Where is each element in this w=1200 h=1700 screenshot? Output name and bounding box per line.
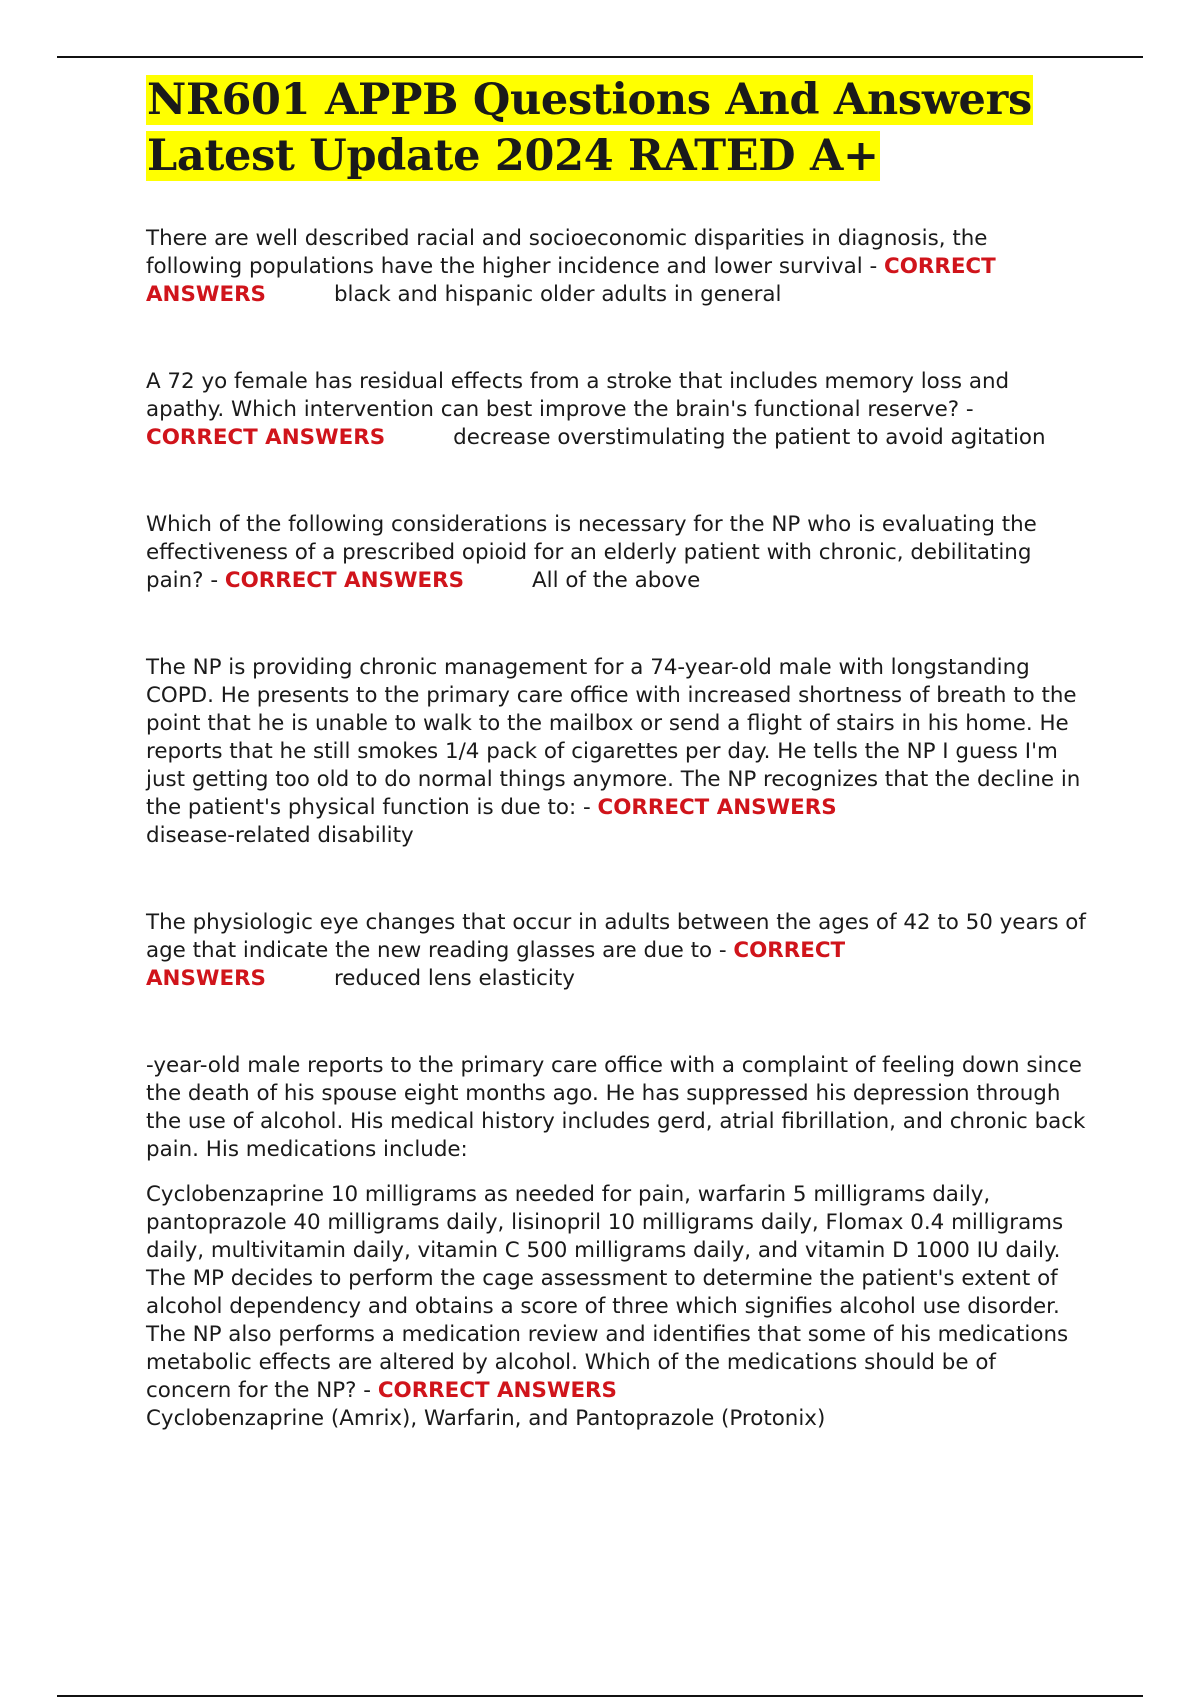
question-text: The physiologic eye changes that occur in adults between the ages of 42 to 50 years of age that indicate the new reading glasses are due to [146,910,1086,963]
answer-text: All of the above [532,568,701,593]
top-rule [57,56,1143,58]
qa-item-5 [146,909,1086,993]
qa-item-1 [146,225,1086,309]
qa-paragraph [146,511,1086,595]
answer-text: black and hispanic older adults in general [333,282,782,307]
correct-answers-label: CORRECT ANSWERS [146,425,386,450]
document-title [146,72,1086,184]
qa-item-4 [146,654,1086,850]
document-body [146,72,1086,1492]
qa-paragraph [146,368,1086,452]
correct-answers-label: CORRECT ANSWERS [146,938,846,991]
correct-answers-label: CORRECT ANSWERS [597,795,837,820]
separator: - [203,568,225,593]
answer-text: decrease overstimulating the patient to avoid agitation [453,425,1046,450]
qa-paragraph [146,225,1086,309]
correct-answers-label: CORRECT ANSWERS [377,1378,617,1403]
title-highlight: NR601 APPB Questions And Answers Latest Update 2024 RATED A+ [147,75,1032,181]
qa-item-2 [146,368,1086,452]
qa-item-6 [146,1052,1086,1433]
correct-answers-label: CORRECT ANSWERS [224,568,464,593]
answer-text: reduced lens elasticity [333,966,575,991]
separator: - [712,938,734,963]
question-text: Cyclobenzaprine 10 milligrams as needed for pain, warfarin 5 milligrams daily, pantoprazole 40 milligrams daily, lisinopril 10 milligrams daily, Flomax 0.4 milligrams daily, multivitamin daily, vitamin C 500 milligrams daily, and vitamin D 1000 IU daily. The MP decides to perform the cage assessment to determine the patient's extent of alcohol dependency and obtains a score of three which signifies alcohol use disorder. The NP also performs a medication review and identifies that some of his medications metabolic effects are altered by alcohol. Which of the medications should be of concern for the NP? [146,1182,1069,1403]
qa-paragraph [146,1181,1086,1433]
qa-paragraph [146,909,1086,993]
answer-text: disease-related disability [146,823,414,848]
question-text: A 72 yo female has residual effects from a stroke that includes memory loss and apathy. Which intervention can best improve the brain's functional reserve? [146,369,1010,422]
qa-paragraph [146,654,1086,850]
question-text: Which of the following considerations is necessary for the NP who is evaluating the effectiveness of a prescribed opioid for an elderly patient with chronic, debilitating pain? [146,512,1037,593]
question-text: The NP is providing chronic management for a 74-year-old male with longstanding COPD. He presents to the primary care office with increased shortness of breath to the point that he is unable to walk to the mailbox or send a flight of stairs in his home. He reports that he still smokes 1/4 pack of cigarettes per day. He tells the NP I guess I'm just getting too old to do normal things anymore. The NP recognizes that the decline in the patient's physical function is due to: [146,655,1081,820]
separator: - [576,795,598,820]
separator: - [356,1378,378,1403]
correct-answers-label: CORRECT ANSWERS [146,254,996,307]
question-text: There are well described racial and socioeconomic disparities in diagnosis, the following populations have the higher incidence and lower survival [146,226,988,279]
qa-item-3 [146,511,1086,595]
case-intro: -year-old male reports to the primary care office with a complaint of feeling down since the death of his spouse eight months ago. He has suppressed his depression through the use of alcohol. His medical history includes gerd, atrial fibrillation, and chronic back pain. His medications include: [146,1053,1086,1162]
separator: - [862,254,884,279]
separator: - [959,397,974,422]
answer-text: Cyclobenzaprine (Amrix), Warfarin, and Pantoprazole (Protonix) [146,1406,826,1431]
bottom-rule [57,1695,1143,1697]
